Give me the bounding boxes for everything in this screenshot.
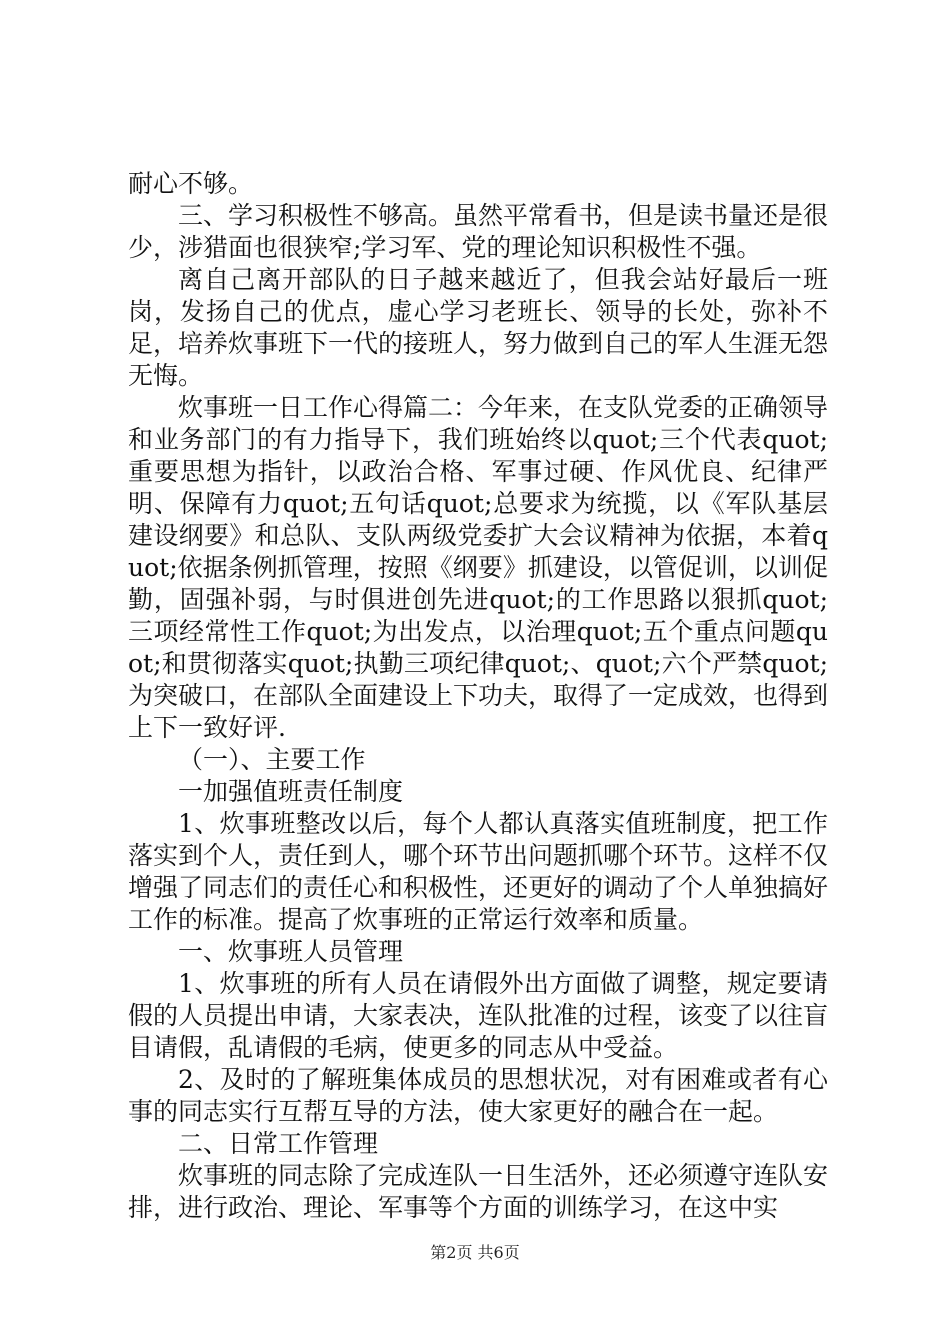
paragraph-4: 炊事班一日工作心得篇二：今年来，在支队党委的正确领导和业务部门的有力指导下，我们班始终以quot;三个代表quot;重要思想为指针，以政治合格、军事过硬、作风优良、纪律严明、保障有力quot;五句话quot;总要求为统揽，以《军队基层建设纲要》和总队、支队两级党委扩大会议精神为依据，本着quot;依据条例抓管理，按照《纲要》抓建设，以管促训，以训促勤，固强补弱，与时俱进创先进quot;的工作思路以狠抓quot;三项经常性工作quot;为出发点，以治理quot;五个重点问题quot;和贯彻落实quot;执勤三项纪律quot;、quot;六个严禁quot;为突破口，在部队全面建设上下功夫，取得了一定成效，也得到上下一致好评. — [128, 393, 829, 742]
document-body — [128, 168, 828, 1224]
paragraph-personnel-2: 2、及时的了解班集体成员的思想状况，对有困难或者有心事的同志实行互帮互导的方法，使大家更好的融合在一起。 — [128, 1065, 828, 1126]
subheading-duty-system: 一加强值班责任制度 — [178, 777, 404, 806]
section-heading-main-work: （一）、主要工作 — [178, 745, 366, 774]
paragraph-2: 三、学习积极性不够高。虽然平常看书，但是读书量还是很少，涉猎面也很狭窄;学习军、党的理论知识积极性不强。 — [128, 201, 829, 262]
paragraph-personnel-1: 1、炊事班的所有人员在请假外出方面做了调整，规定要请假的人员提出申请，大家表决，连队批准的过程，该变了以往盲目请假，乱请假的毛病，使更多的同志从中受益。 — [128, 969, 829, 1062]
page-number-footer: 第2页 共6页 — [430, 1243, 520, 1262]
paragraph-3: 离自己离开部队的日子越来越近了，但我会站好最后一班岗，发扬自己的优点，虚心学习老班长、领导的长处，弥补不足，培养炊事班下一代的接班人，努力做到自己的军人生涯无怨无悔。 — [128, 265, 829, 390]
paragraph-duty-detail: 1、炊事班整改以后，每个人都认真落实值班制度，把工作落实到个人，责任到人，哪个环节出问题抓哪个环节。这样不仅增强了同志们的责任心和积极性，还更好的调动了个人单独搞好工作的标准。提高了炊事班的正常运行效率和质量。 — [128, 809, 829, 934]
paragraph-1: 耐心不够。 — [128, 169, 254, 198]
subheading-personnel: 一、炊事班人员管理 — [178, 937, 404, 966]
subheading-daily-work: 二、日常工作管理 — [178, 1129, 379, 1158]
paragraph-daily-work: 炊事班的同志除了完成连队一日生活外，还必须遵守连队安排，进行政治、理论、军事等个方面的训练学习，在这中实 — [128, 1161, 829, 1222]
